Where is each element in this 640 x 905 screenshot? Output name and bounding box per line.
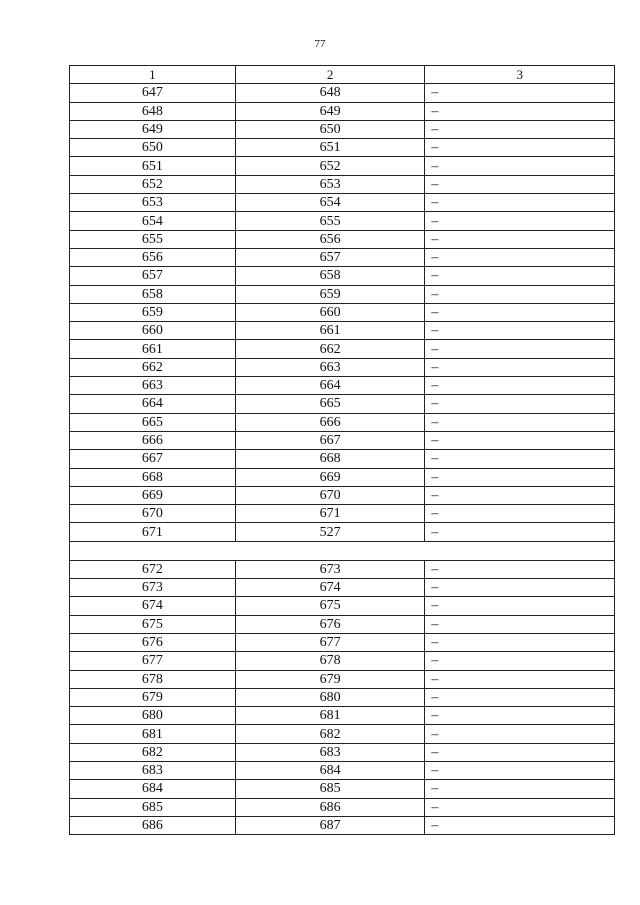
table-cell-col2: 654: [235, 194, 425, 212]
table-cell-col2: 663: [235, 358, 425, 376]
table-cell-col2: 681: [235, 707, 425, 725]
table-row: [70, 523, 615, 541]
table-cell-col3: –: [425, 267, 615, 285]
table-cell-col3: –: [425, 102, 615, 120]
table-cell-col3: –: [425, 194, 615, 212]
table-cell-col1: 685: [70, 798, 236, 816]
table-cell-col2: 661: [235, 322, 425, 340]
table-cell-col2: 666: [235, 413, 425, 431]
table-cell-col1: 667: [70, 450, 236, 468]
table-row: [70, 670, 615, 688]
table-cell-col1: 649: [70, 120, 236, 138]
table-row: [70, 431, 615, 449]
table-cell-col3: –: [425, 157, 615, 175]
table-cell-col2: 668: [235, 450, 425, 468]
table-cell-col3: –: [425, 230, 615, 248]
table-cell-col1: 679: [70, 688, 236, 706]
table-cell-col2: 677: [235, 633, 425, 651]
table-cell-col2: 680: [235, 688, 425, 706]
table-cell-col2: 679: [235, 670, 425, 688]
table-cell-col3: –: [425, 212, 615, 230]
table-cell-col3: –: [425, 468, 615, 486]
table-cell-col1: 655: [70, 230, 236, 248]
table-cell-col1: 668: [70, 468, 236, 486]
table-cell-col3: –: [425, 780, 615, 798]
table-cell-col1: 657: [70, 267, 236, 285]
data-table: [69, 65, 615, 835]
table-cell-col1: 681: [70, 725, 236, 743]
table-cell-col2: 652: [235, 157, 425, 175]
table-row: [70, 139, 615, 157]
table-row: [70, 395, 615, 413]
table-cell-col1: 654: [70, 212, 236, 230]
table-cell-col2: 649: [235, 102, 425, 120]
table-cell-col3: –: [425, 725, 615, 743]
table-cell-col3: –: [425, 120, 615, 138]
table-cell-col3: –: [425, 248, 615, 266]
table-cell-col3: –: [425, 597, 615, 615]
table-cell-col1: 651: [70, 157, 236, 175]
table-cell-col2: 660: [235, 303, 425, 321]
table-cell-col3: –: [425, 322, 615, 340]
table-cell-col1: 656: [70, 248, 236, 266]
table-cell-col1: 663: [70, 377, 236, 395]
table-cell-col1: 678: [70, 670, 236, 688]
table-cell-col1: 658: [70, 285, 236, 303]
table-row: [70, 725, 615, 743]
table-cell-col3: –: [425, 579, 615, 597]
table-row: [70, 413, 615, 431]
table-row: [70, 120, 615, 138]
table-row: [70, 707, 615, 725]
table-cell-col3: –: [425, 560, 615, 578]
table-cell-col2: 655: [235, 212, 425, 230]
table-row: [70, 468, 615, 486]
table-cell-col1: 661: [70, 340, 236, 358]
table-cell-col1: 673: [70, 579, 236, 597]
table-row: [70, 450, 615, 468]
table-cell-col1: 659: [70, 303, 236, 321]
table-cell-col2: 682: [235, 725, 425, 743]
table-row: [70, 303, 615, 321]
table-cell-col1: 675: [70, 615, 236, 633]
table-row: [70, 194, 615, 212]
table-cell-col1: 674: [70, 597, 236, 615]
table-row: [70, 761, 615, 779]
table-cell-col3: –: [425, 358, 615, 376]
column-header-1: 1: [70, 66, 236, 84]
table-cell-col1: 662: [70, 358, 236, 376]
table-row: [70, 358, 615, 376]
table-cell-col3: –: [425, 285, 615, 303]
table-cell-col2: 662: [235, 340, 425, 358]
table-cell-col1: 653: [70, 194, 236, 212]
table-row: [70, 322, 615, 340]
table-cell-col3: –: [425, 413, 615, 431]
table-row: [70, 560, 615, 578]
table-row: [70, 157, 615, 175]
table-row: [70, 633, 615, 651]
table-row: [70, 505, 615, 523]
table-cell-col3: –: [425, 84, 615, 102]
section-separator-row: [70, 541, 615, 560]
page-number: 77: [314, 38, 326, 50]
table-cell-col2: 675: [235, 597, 425, 615]
table-cell-col3: –: [425, 816, 615, 834]
table-cell-col2: 674: [235, 579, 425, 597]
table-cell-col2: 687: [235, 816, 425, 834]
table-cell-col1: 672: [70, 560, 236, 578]
table-cell-col1: 652: [70, 175, 236, 193]
table-cell-col2: 669: [235, 468, 425, 486]
table-cell-col3: –: [425, 707, 615, 725]
table-cell-col1: 680: [70, 707, 236, 725]
table-row: [70, 652, 615, 670]
table-row: [70, 102, 615, 120]
table-row: [70, 579, 615, 597]
table-row: [70, 285, 615, 303]
table-row: [70, 212, 615, 230]
table-cell-col3: –: [425, 652, 615, 670]
table-cell-col3: –: [425, 395, 615, 413]
table-cell-col2: 527: [235, 523, 425, 541]
table-cell-col3: –: [425, 523, 615, 541]
table-row: [70, 486, 615, 504]
table-cell-col3: –: [425, 340, 615, 358]
table-cell-col2: 684: [235, 761, 425, 779]
table-cell-col2: 657: [235, 248, 425, 266]
table-cell-col3: –: [425, 743, 615, 761]
table-cell-col3: –: [425, 615, 615, 633]
table-cell-col1: 676: [70, 633, 236, 651]
table-row: [70, 688, 615, 706]
table-cell-col2: 686: [235, 798, 425, 816]
table-row: [70, 743, 615, 761]
column-header-3: 3: [425, 66, 615, 84]
table-header-row: [70, 66, 615, 84]
table-cell-col3: –: [425, 303, 615, 321]
table-cell-col1: 660: [70, 322, 236, 340]
table-cell-col3: –: [425, 670, 615, 688]
table-row: [70, 248, 615, 266]
table-row: [70, 798, 615, 816]
table-cell-col1: 683: [70, 761, 236, 779]
table-cell-col2: 671: [235, 505, 425, 523]
table-row: [70, 780, 615, 798]
table-cell-col3: –: [425, 486, 615, 504]
table-cell-col2: 676: [235, 615, 425, 633]
table-cell-col2: 651: [235, 139, 425, 157]
table-cell-col2: 678: [235, 652, 425, 670]
table-cell-col1: 648: [70, 102, 236, 120]
table-cell-col1: 650: [70, 139, 236, 157]
table-cell-col2: 670: [235, 486, 425, 504]
table-cell-col1: 682: [70, 743, 236, 761]
table-cell-col2: 656: [235, 230, 425, 248]
table-body: [70, 66, 615, 835]
table-row: [70, 816, 615, 834]
table-cell-col2: 653: [235, 175, 425, 193]
table-cell-col2: 664: [235, 377, 425, 395]
table-row: [70, 377, 615, 395]
table-cell-col2: 659: [235, 285, 425, 303]
table-cell-col3: –: [425, 450, 615, 468]
column-header-2: 2: [235, 66, 425, 84]
table-cell-col3: –: [425, 798, 615, 816]
table-cell-col3: –: [425, 688, 615, 706]
table-cell-col2: 665: [235, 395, 425, 413]
table-cell-col2: 650: [235, 120, 425, 138]
table-cell-col1: 677: [70, 652, 236, 670]
table-cell-col1: 670: [70, 505, 236, 523]
table-cell-col3: –: [425, 761, 615, 779]
table-cell-col1: 684: [70, 780, 236, 798]
table-row: [70, 615, 615, 633]
table-row: [70, 175, 615, 193]
table-cell-col2: 658: [235, 267, 425, 285]
table-cell-col3: –: [425, 505, 615, 523]
table-row: [70, 340, 615, 358]
table-cell-col1: 671: [70, 523, 236, 541]
table-row: [70, 230, 615, 248]
table-cell-col1: 669: [70, 486, 236, 504]
table-cell-col1: 686: [70, 816, 236, 834]
table-cell-col1: 664: [70, 395, 236, 413]
table-cell-col1: 665: [70, 413, 236, 431]
table-cell-col1: 647: [70, 84, 236, 102]
table-cell-col3: –: [425, 139, 615, 157]
table-cell-col2: 667: [235, 431, 425, 449]
table-cell-col2: 685: [235, 780, 425, 798]
table-cell-col3: –: [425, 633, 615, 651]
table-row: [70, 597, 615, 615]
table-cell-col3: –: [425, 431, 615, 449]
table-cell-col3: –: [425, 175, 615, 193]
table-cell-col1: 666: [70, 431, 236, 449]
table-cell-col2: 648: [235, 84, 425, 102]
table-cell-col3: –: [425, 377, 615, 395]
table-cell-col2: 683: [235, 743, 425, 761]
section-separator-cell: [70, 541, 615, 560]
table-row: [70, 84, 615, 102]
table-cell-col2: 673: [235, 560, 425, 578]
table-row: [70, 267, 615, 285]
